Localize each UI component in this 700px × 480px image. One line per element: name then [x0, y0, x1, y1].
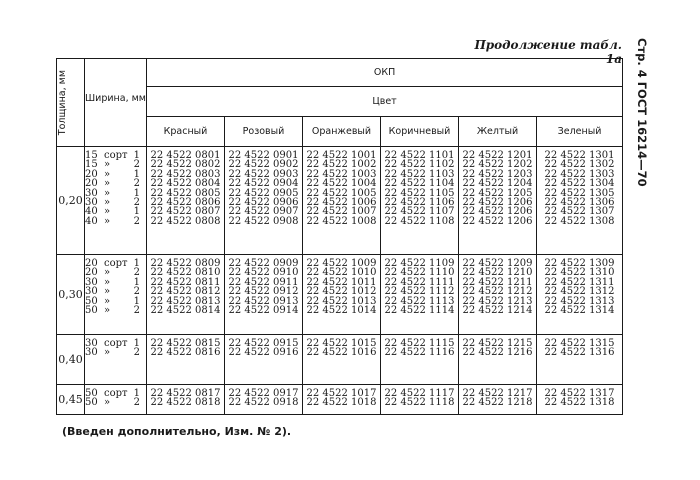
okp-code: 22 4522 1218 — [462, 397, 533, 409]
thickness-value: 0,20 — [57, 147, 85, 255]
okp-code: 22 4522 1118 — [384, 397, 455, 409]
okp-code: 22 4522 0912 — [228, 286, 299, 298]
okp-codes-yellow — [459, 255, 537, 335]
okp-code: 22 4522 1008 — [306, 215, 377, 227]
width-value: 30 — [85, 187, 98, 199]
thickness-value: 0,40 — [57, 335, 85, 385]
okp-code: 22 4522 0809 — [150, 258, 221, 269]
okp-code: 22 4522 0909 — [228, 258, 299, 269]
okp-code: 22 4522 1305 — [544, 187, 615, 199]
table-continuation-title: Продолжение табл. 1а — [474, 38, 622, 66]
okp-code: 22 4522 1102 — [384, 159, 455, 171]
okp-code: 22 4522 1206 — [462, 215, 533, 227]
okp-codes-pink — [225, 147, 303, 255]
okp-code: 22 4522 0903 — [228, 168, 299, 180]
grade-word: » — [103, 215, 111, 227]
okp-codes-brown — [381, 255, 459, 335]
okp-code: 22 4522 1002 — [306, 159, 377, 171]
grade-number: 2 — [133, 347, 140, 359]
width-value: 30 — [85, 347, 98, 359]
okp-code: 22 4522 1217 — [462, 388, 533, 399]
okp-code: 22 4522 1004 — [306, 178, 377, 190]
okp-code: 22 4522 1212 — [462, 286, 533, 298]
okp-code: 22 4522 1309 — [544, 258, 615, 269]
thickness-group-row — [57, 335, 623, 385]
okp-code: 22 4522 1209 — [462, 258, 533, 269]
width-value: 50 — [85, 388, 98, 399]
color-pink-header: Розовый — [225, 117, 303, 147]
width-value: 20 — [85, 258, 98, 269]
okp-code: 22 4522 1103 — [384, 168, 455, 180]
width-value: 30 — [85, 338, 98, 349]
grade-word: » — [103, 347, 111, 359]
okp-code: 22 4522 0803 — [150, 168, 221, 180]
okp-code: 22 4522 0801 — [150, 150, 221, 161]
okp-table — [56, 58, 623, 415]
okp-code: 22 4522 1312 — [544, 286, 615, 298]
color-green-header: Зеленый — [537, 117, 623, 147]
grade-number: 2 — [133, 178, 140, 190]
okp-code: 22 4522 1006 — [306, 197, 377, 209]
grade-word: » — [103, 187, 111, 199]
width-value: 15 — [85, 159, 98, 171]
grade-number: 1 — [133, 150, 140, 161]
okp-code: 22 4522 0815 — [150, 338, 221, 349]
page-side-label: Стр. 4 ГОСТ 16214—70 — [635, 38, 649, 187]
width-grade-cell — [85, 147, 147, 255]
okp-code: 22 4522 0804 — [150, 178, 221, 190]
okp-codes-green — [537, 255, 623, 335]
width-value: 30 — [85, 197, 98, 209]
okp-code: 22 4522 0918 — [228, 397, 299, 409]
color-header-label: Цвет — [372, 96, 397, 107]
grade-number: 1 — [133, 187, 140, 199]
okp-code: 22 4522 1202 — [462, 159, 533, 171]
grade-number: 2 — [133, 197, 140, 209]
okp-codes-green — [537, 385, 623, 415]
okp-code: 22 4522 1307 — [544, 206, 615, 218]
grade-word: » — [103, 286, 111, 298]
okp-codes-orange — [303, 255, 381, 335]
okp-code: 22 4522 1015 — [306, 338, 377, 349]
okp-code: 22 4522 1109 — [384, 258, 455, 269]
okp-code: 22 4522 0906 — [228, 197, 299, 209]
okp-code: 22 4522 0908 — [228, 215, 299, 227]
okp-code: 22 4522 0916 — [228, 347, 299, 359]
okp-code: 22 4522 1303 — [544, 168, 615, 180]
width-header-label: Ширина, мм — [85, 93, 146, 104]
width-grade-cell — [85, 385, 147, 415]
okp-codes-yellow — [459, 147, 537, 255]
grade-number: 1 — [133, 388, 140, 399]
okp-code: 22 4522 0802 — [150, 159, 221, 171]
okp-header — [147, 59, 623, 87]
okp-code: 22 4522 1112 — [384, 286, 455, 298]
okp-code: 22 4522 1010 — [306, 267, 377, 279]
grade-number: 2 — [133, 286, 140, 298]
okp-code: 22 4522 1013 — [306, 295, 377, 307]
okp-code: 22 4522 1018 — [306, 397, 377, 409]
okp-code: 22 4522 0915 — [228, 338, 299, 349]
grade-word: » — [103, 206, 111, 218]
okp-code: 22 4522 0813 — [150, 295, 221, 307]
okp-codes-orange — [303, 147, 381, 255]
okp-code: 22 4522 0805 — [150, 187, 221, 199]
okp-code: 22 4522 1007 — [306, 206, 377, 218]
okp-code: 22 4522 1106 — [384, 197, 455, 209]
okp-code: 22 4522 1116 — [384, 347, 455, 359]
okp-code: 22 4522 1001 — [306, 150, 377, 161]
grade-word: » — [103, 397, 111, 409]
okp-codes-green — [537, 147, 623, 255]
color-red-header: Красный — [147, 117, 225, 147]
okp-codes-pink — [225, 335, 303, 385]
okp-code: 22 4522 0818 — [150, 397, 221, 409]
grade-word: сорт — [103, 150, 128, 161]
okp-code: 22 4522 1011 — [306, 276, 377, 288]
okp-code: 22 4522 0811 — [150, 276, 221, 288]
okp-code: 22 4522 1204 — [462, 178, 533, 190]
okp-code: 22 4522 1301 — [544, 150, 615, 161]
thickness-value: 0,30 — [57, 255, 85, 335]
okp-code: 22 4522 0904 — [228, 178, 299, 190]
okp-code: 22 4522 1113 — [384, 295, 455, 307]
okp-code: 22 4522 0902 — [228, 159, 299, 171]
okp-code: 22 4522 1314 — [544, 305, 615, 317]
width-value: 20 — [85, 168, 98, 180]
okp-code: 22 4522 1101 — [384, 150, 455, 161]
width-grade-line — [85, 306, 140, 315]
grade-number: 1 — [133, 338, 140, 349]
okp-code: 22 4522 1206 — [462, 197, 533, 209]
okp-code: 22 4522 1108 — [384, 215, 455, 227]
okp-codes-yellow — [459, 335, 537, 385]
width-value: 30 — [85, 276, 98, 288]
okp-code: 22 4522 1201 — [462, 150, 533, 161]
okp-code: 22 4522 1313 — [544, 295, 615, 307]
okp-code: 22 4522 1017 — [306, 388, 377, 399]
width-value: 40 — [85, 215, 98, 227]
okp-code: 22 4522 1214 — [462, 305, 533, 317]
thickness-header-label: Толщина, мм — [57, 69, 68, 136]
okp-codes-red — [147, 385, 225, 415]
okp-header-label: ОКП — [373, 67, 396, 78]
okp-codes-pink — [225, 385, 303, 415]
okp-code: 22 4522 0914 — [228, 305, 299, 317]
okp-code: 22 4522 0817 — [150, 388, 221, 399]
okp-code: 22 4522 0810 — [150, 267, 221, 279]
okp-code: 22 4522 0807 — [150, 206, 221, 218]
okp-code: 22 4522 1311 — [544, 276, 615, 288]
okp-code: 22 4522 1304 — [544, 178, 615, 190]
width-value: 20 — [85, 267, 98, 279]
thickness-group-row — [57, 147, 623, 255]
grade-word: » — [103, 178, 111, 190]
width-value: 15 — [85, 150, 98, 161]
width-value: 40 — [85, 206, 98, 218]
width-grade-line — [85, 217, 140, 226]
width-grade-cell — [85, 335, 147, 385]
okp-code: 22 4522 1206 — [462, 206, 533, 218]
okp-code: 22 4522 1308 — [544, 215, 615, 227]
okp-code: 22 4522 0910 — [228, 267, 299, 279]
okp-code: 22 4522 0917 — [228, 388, 299, 399]
okp-code: 22 4522 1003 — [306, 168, 377, 180]
color-header — [147, 87, 623, 117]
okp-code: 22 4522 1317 — [544, 388, 615, 399]
okp-codes-brown — [381, 385, 459, 415]
okp-code: 22 4522 1012 — [306, 286, 377, 298]
okp-code: 22 4522 1302 — [544, 159, 615, 171]
color-orange-header: Оранжевый — [303, 117, 381, 147]
okp-code: 22 4522 1205 — [462, 187, 533, 199]
width-value: 50 — [85, 305, 98, 317]
thickness-group-row — [57, 255, 623, 335]
width-value: 50 — [85, 397, 98, 409]
thickness-header — [57, 59, 85, 147]
okp-code: 22 4522 0806 — [150, 197, 221, 209]
okp-code: 22 4522 1110 — [384, 267, 455, 279]
grade-number: 1 — [133, 276, 140, 288]
okp-codes-orange — [303, 335, 381, 385]
grade-word: » — [103, 276, 111, 288]
grade-word: » — [103, 267, 111, 279]
grade-number: 1 — [133, 168, 140, 180]
thickness-value: 0,45 — [57, 385, 85, 415]
table-body — [57, 147, 623, 415]
grade-number: 1 — [133, 295, 140, 307]
width-value: 20 — [85, 178, 98, 190]
width-grade-line — [85, 398, 140, 407]
okp-codes-yellow — [459, 385, 537, 415]
width-value: 50 — [85, 295, 98, 307]
okp-codes-pink — [225, 255, 303, 335]
okp-code: 22 4522 1117 — [384, 388, 455, 399]
okp-code: 22 4522 1203 — [462, 168, 533, 180]
thickness-group-row — [57, 385, 623, 415]
okp-code: 22 4522 1009 — [306, 258, 377, 269]
grade-number: 2 — [133, 305, 140, 317]
grade-number: 1 — [133, 206, 140, 218]
okp-codes-orange — [303, 385, 381, 415]
width-grade-cell — [85, 255, 147, 335]
okp-codes-red — [147, 255, 225, 335]
okp-code: 22 4522 0812 — [150, 286, 221, 298]
okp-codes-red — [147, 147, 225, 255]
grade-word: » — [103, 295, 111, 307]
okp-code: 22 4522 1111 — [384, 276, 455, 288]
grade-number: 2 — [133, 267, 140, 279]
okp-code: 22 4522 1014 — [306, 305, 377, 317]
okp-code: 22 4522 1306 — [544, 197, 615, 209]
color-yellow-header: Желтый — [459, 117, 537, 147]
okp-code: 22 4522 1016 — [306, 347, 377, 359]
okp-codes-green — [537, 335, 623, 385]
grade-word: сорт — [103, 388, 128, 399]
okp-code: 22 4522 0814 — [150, 305, 221, 317]
grade-number: 2 — [133, 159, 140, 171]
okp-code: 22 4522 0911 — [228, 276, 299, 288]
okp-code: 22 4522 1310 — [544, 267, 615, 279]
grade-word: » — [103, 168, 111, 180]
grade-word: сорт — [103, 258, 128, 269]
okp-code: 22 4522 1318 — [544, 397, 615, 409]
okp-code: 22 4522 0901 — [228, 150, 299, 161]
okp-code: 22 4522 1104 — [384, 178, 455, 190]
okp-codes-brown — [381, 147, 459, 255]
grade-word: » — [103, 159, 111, 171]
okp-code: 22 4522 0816 — [150, 347, 221, 359]
okp-code: 22 4522 1105 — [384, 187, 455, 199]
width-value: 30 — [85, 286, 98, 298]
okp-code: 22 4522 0913 — [228, 295, 299, 307]
grade-word: » — [103, 305, 111, 317]
okp-codes-brown — [381, 335, 459, 385]
grade-word: сорт — [103, 338, 128, 349]
okp-code: 22 4522 1316 — [544, 347, 615, 359]
okp-code: 22 4522 1107 — [384, 206, 455, 218]
okp-code: 22 4522 0905 — [228, 187, 299, 199]
grade-number: 2 — [133, 215, 140, 227]
okp-code: 22 4522 0907 — [228, 206, 299, 218]
width-grade-line — [85, 348, 140, 357]
amendment-note: (Введен дополнительно, Изм. № 2). — [62, 425, 292, 438]
grade-word: » — [103, 197, 111, 209]
okp-code: 22 4522 1114 — [384, 305, 455, 317]
okp-code: 22 4522 1005 — [306, 187, 377, 199]
okp-code: 22 4522 1210 — [462, 267, 533, 279]
okp-code: 22 4522 1315 — [544, 338, 615, 349]
okp-code: 22 4522 0808 — [150, 215, 221, 227]
grade-number: 1 — [133, 258, 140, 269]
okp-codes-red — [147, 335, 225, 385]
grade-number: 2 — [133, 397, 140, 409]
okp-code: 22 4522 1216 — [462, 347, 533, 359]
width-header — [85, 59, 147, 147]
okp-code: 22 4522 1211 — [462, 276, 533, 288]
okp-code: 22 4522 1213 — [462, 295, 533, 307]
color-brown-header: Коричневый — [381, 117, 459, 147]
okp-code: 22 4522 1115 — [384, 338, 455, 349]
okp-code: 22 4522 1215 — [462, 338, 533, 349]
